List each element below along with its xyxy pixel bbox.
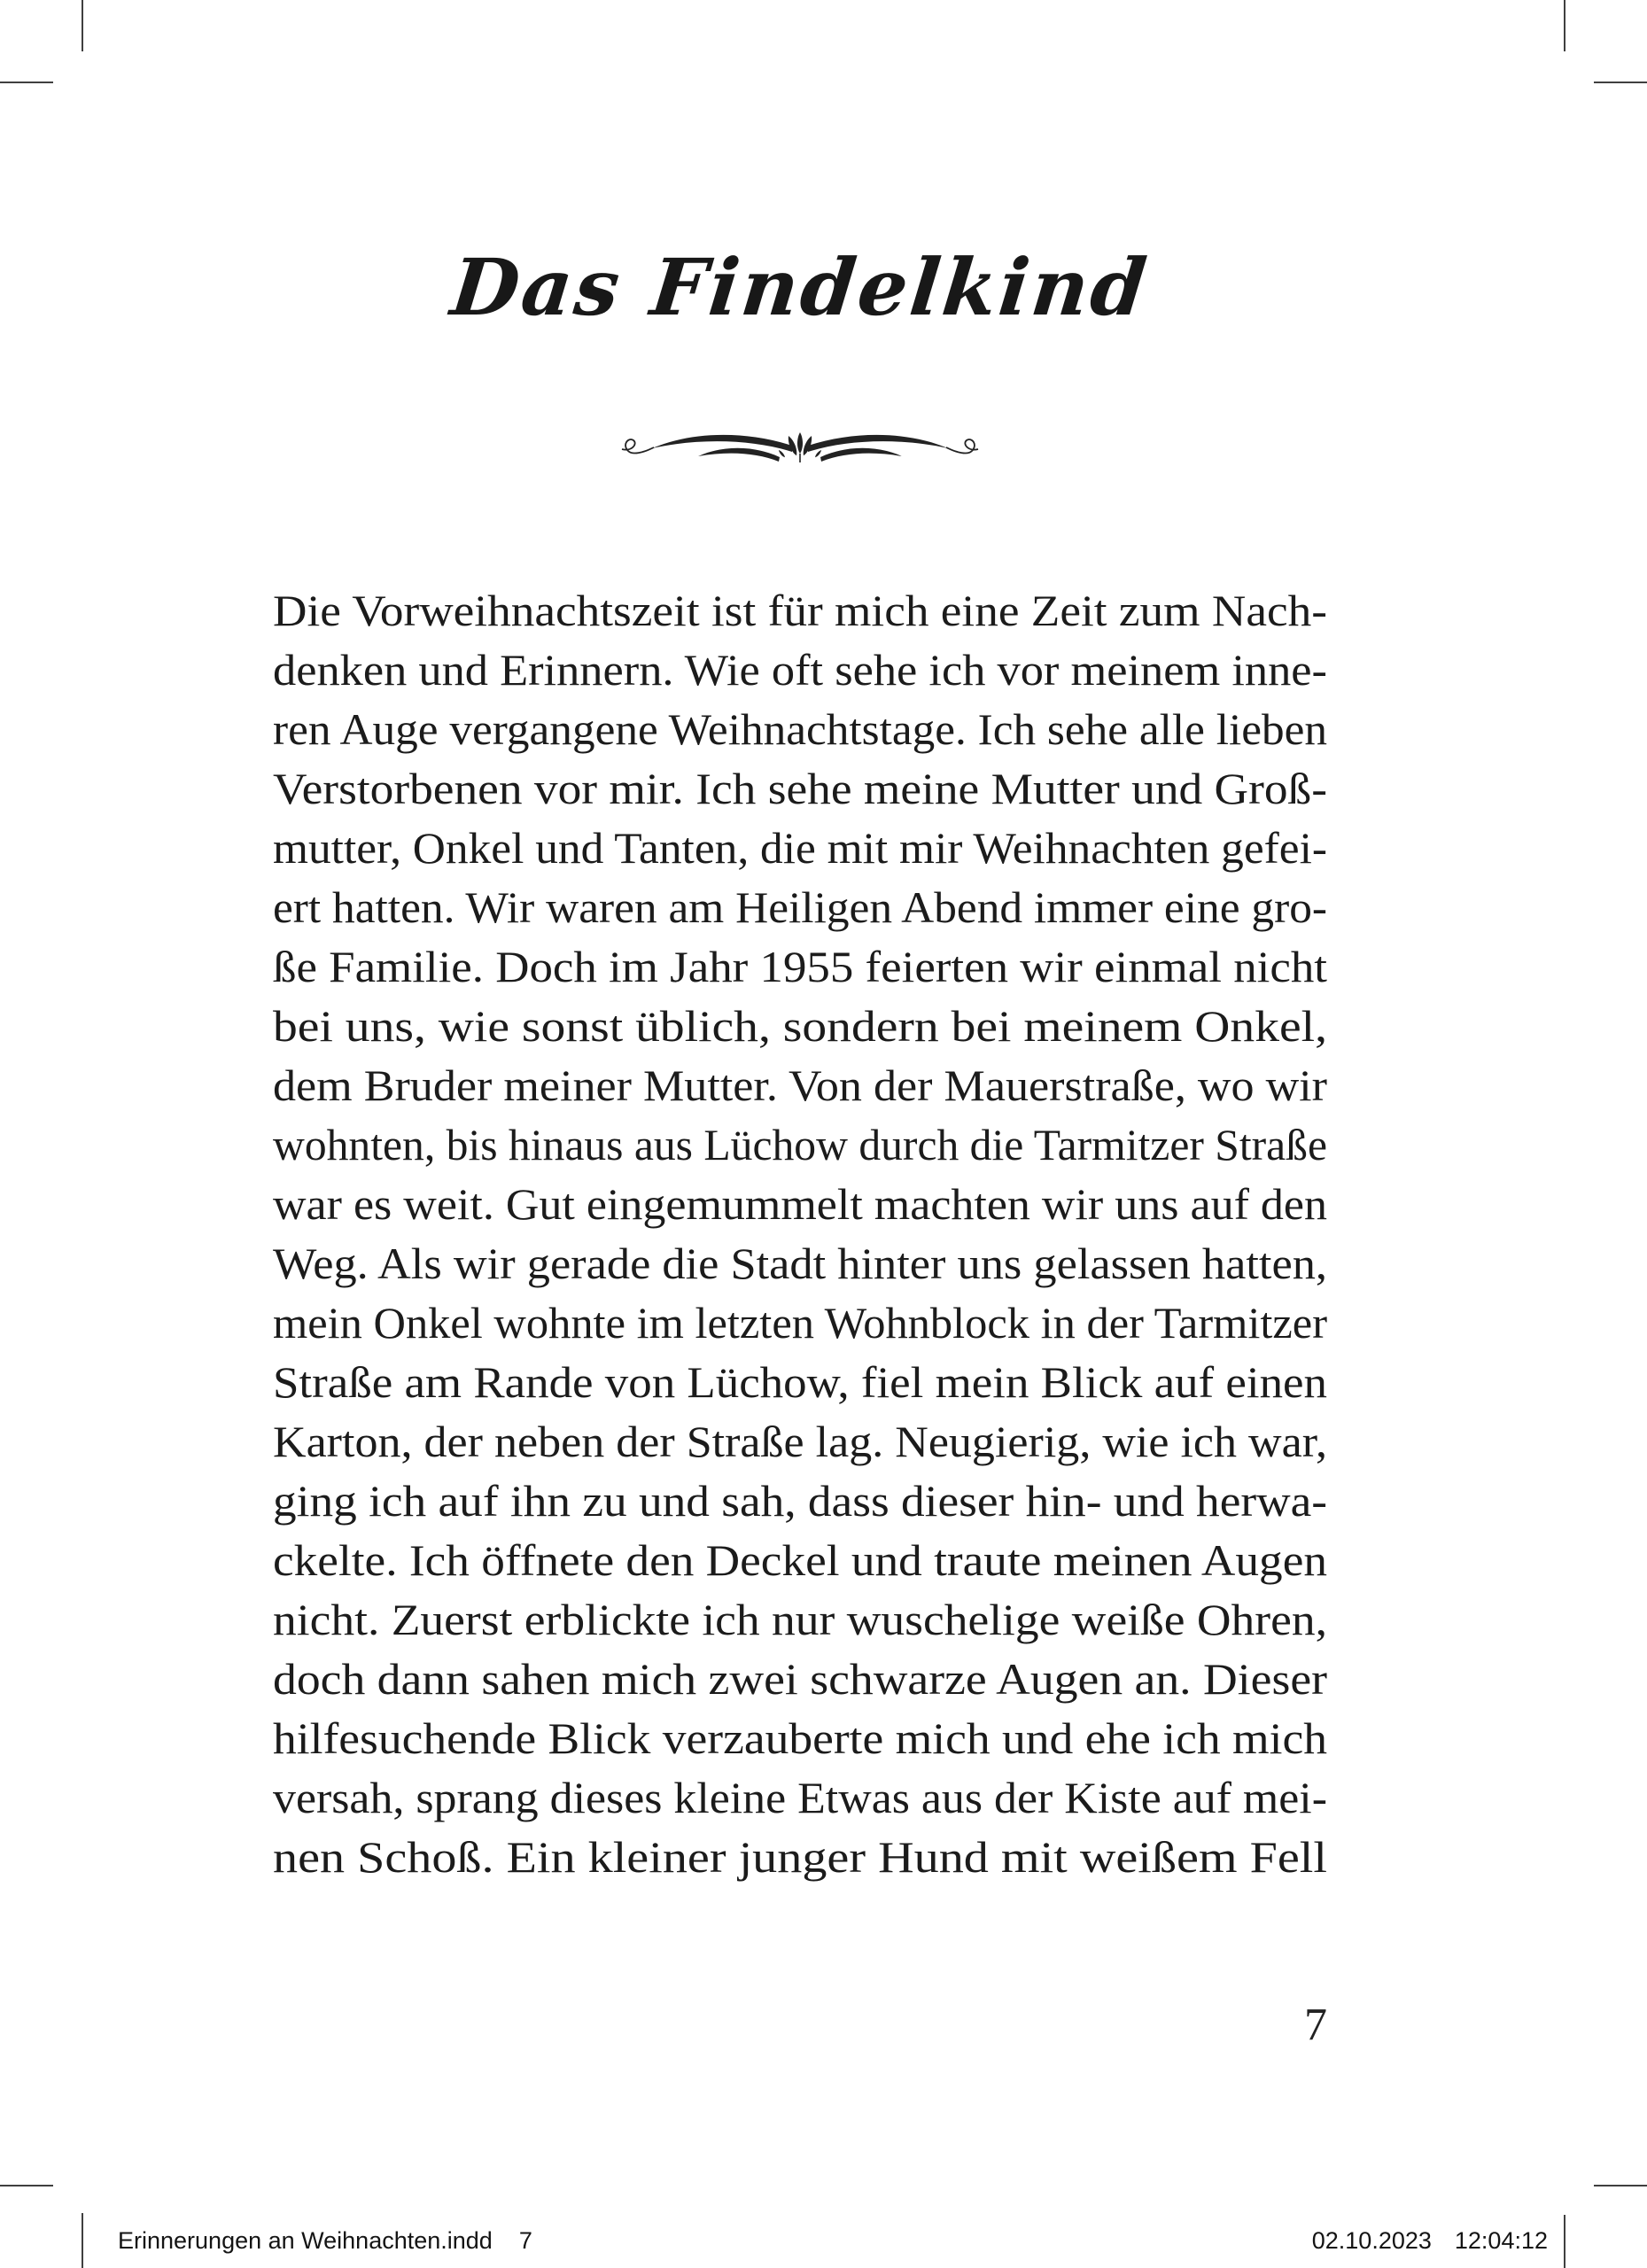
slug-line-right	[1312, 2227, 1548, 2255]
svg-text:war es weit. Gut eingemummelt: war es weit. Gut eingemummelt machten wir uns auf den	[273, 1179, 1327, 1229]
svg-text:nen Schoß. Ein kleiner junger: nen Schoß. Ein kleiner junger Hund mit weißem Fell	[273, 1832, 1327, 1882]
body-line	[273, 1116, 1327, 1176]
body-line	[273, 1176, 1327, 1235]
slug-time: 12:04:12	[1454, 2227, 1548, 2254]
svg-text:Die Vorweihnachtszeit ist für: Die Vorweihnachtszeit ist für mich eine Zeit zum Nach-	[273, 586, 1327, 635]
crop-mark-bottom-left-horizontal	[0, 2185, 53, 2186]
body-line	[273, 819, 1327, 879]
body-line	[273, 998, 1327, 1057]
svg-text:ckelte. Ich öffnete den Deckel: ckelte. Ich öffnete den Deckel und traute meinen Augen	[273, 1535, 1327, 1585]
svg-text:Karton, der neben der Straße l: Karton, der neben der Straße lag. Neugierig, wie ich war,	[273, 1417, 1327, 1466]
body-line	[273, 1354, 1327, 1413]
flourish-ornament-icon	[273, 427, 1327, 476]
svg-text:Verstorbenen vor mir. Ich sehe: Verstorbenen vor mir. Ich sehe meine Mutter und Groß-	[273, 764, 1327, 813]
svg-text:ging ich auf ihn zu und sah, d: ging ich auf ihn zu und sah, dass dieser hin- und herwa-	[273, 1476, 1327, 1526]
crop-mark-bottom-right-horizontal	[1594, 2185, 1647, 2186]
body-line	[273, 1829, 1327, 1888]
svg-text:dem Bruder meiner Mutter. Von: dem Bruder meiner Mutter. Von der Mauerstraße, wo wir	[273, 1060, 1327, 1110]
body-line	[273, 1532, 1327, 1591]
svg-text:versah, sprang dieses kleine E: versah, sprang dieses kleine Etwas aus der Kiste auf mei-	[273, 1773, 1327, 1822]
svg-text:ße Familie. Doch im Jahr 1955: ße Familie. Doch im Jahr 1955 feierten wir einmal nicht	[273, 942, 1327, 991]
svg-text:ren Auge vergangene Weihnachts: ren Auge vergangene Weihnachtstage. Ich sehe alle lieben	[273, 704, 1327, 754]
body-line	[273, 641, 1327, 701]
slug-sheet-number: 7	[518, 2227, 532, 2254]
crop-mark-top-left-vertical	[82, 0, 83, 51]
body-line	[273, 879, 1327, 938]
body-line	[273, 760, 1327, 819]
svg-text:bei uns, wie sonst üblich, son: bei uns, wie sonst üblich, sondern bei meinem Onkel,	[273, 1001, 1327, 1051]
svg-text:denken und Erinnern. Wie oft s: denken und Erinnern. Wie oft sehe ich vor meinem inne-	[273, 645, 1327, 695]
body-line	[273, 938, 1327, 998]
body-text	[273, 582, 1327, 1888]
page-number: 7	[1304, 2000, 1327, 2050]
slug-date: 02.10.2023	[1311, 2227, 1432, 2254]
body-line	[273, 1057, 1327, 1116]
crop-mark-top-left-horizontal	[0, 82, 53, 83]
page-title: Das Findelkind	[447, 241, 1154, 333]
slug-line-left	[118, 2227, 532, 2255]
crop-mark-top-right-horizontal	[1594, 82, 1647, 83]
svg-text:wohnten, bis hinaus aus Lüchow: wohnten, bis hinaus aus Lüchow durch die Tarmitzer Straße	[273, 1120, 1327, 1169]
svg-text:mutter, Onkel und Tanten, die: mutter, Onkel und Tanten, die mit mir Weihnachten gefei-	[273, 823, 1327, 873]
body-line	[273, 701, 1327, 760]
svg-text:doch dann sahen mich zwei schw: doch dann sahen mich zwei schwarze Augen an. Dieser	[273, 1654, 1327, 1704]
crop-mark-bottom-right-vertical	[1564, 2215, 1565, 2268]
crop-mark-top-right-vertical	[1564, 0, 1565, 51]
body-line	[273, 1235, 1327, 1294]
svg-text:mein Onkel wohnte im letzten W: mein Onkel wohnte im letzten Wohnblock in der Tarmitzer	[273, 1298, 1327, 1348]
svg-text:ert hatten. Wir waren am Heili: ert hatten. Wir waren am Heiligen Abend immer eine gro-	[273, 882, 1327, 932]
body-line	[273, 1651, 1327, 1710]
slug-filename: Erinnerungen an Weihnachten.indd	[118, 2227, 493, 2254]
body-line	[273, 1769, 1327, 1829]
body-line	[273, 582, 1327, 641]
body-line	[273, 1591, 1327, 1651]
body-line	[273, 1472, 1327, 1532]
body-line	[273, 1413, 1327, 1472]
svg-text:Weg. Als wir gerade die Stadt: Weg. Als wir gerade die Stadt hinter uns gelassen hatten,	[273, 1239, 1327, 1288]
svg-text:Straße am Rande von Lüchow, fi: Straße am Rande von Lüchow, fiel mein Blick auf einen	[273, 1357, 1327, 1407]
body-line	[273, 1294, 1327, 1354]
svg-text:hilfesuchende Blick verzaubert: hilfesuchende Blick verzauberte mich und ehe ich mich	[273, 1713, 1327, 1763]
body-line	[273, 1710, 1327, 1769]
svg-text:nicht. Zuerst erblickte ich nu: nicht. Zuerst erblickte ich nur wuschelige weiße Ohren,	[273, 1595, 1327, 1644]
crop-mark-bottom-left-vertical	[82, 2213, 83, 2268]
